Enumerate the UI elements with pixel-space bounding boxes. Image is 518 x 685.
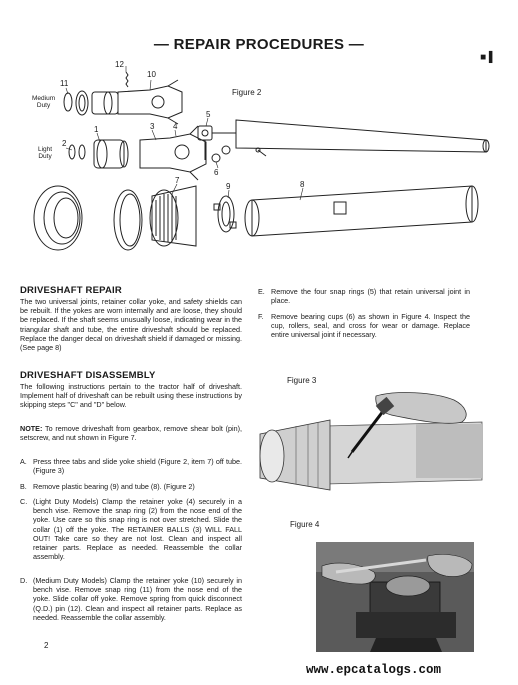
- step-b-letter: B.: [20, 482, 27, 491]
- step-f-letter: F.: [258, 312, 264, 321]
- step-a-text: Press three tabs and slide yoke shield (Figure 2, item 7) off tube. (Figure 3): [33, 457, 242, 476]
- part-label-1: 1: [94, 125, 99, 134]
- part-label-6: 6: [214, 168, 219, 177]
- step-e-text: Remove the four snap rings (5) that retain universal joint in place.: [271, 287, 470, 306]
- part-label-7: 7: [175, 176, 180, 185]
- driveshaft-repair-body: The two universal joints, retainer collar yoke, and safety shields can be rebuilt. If the yokes are worn internally and are loose, they should be replaced. If the shaft seems unusually loose, indicating wear in the triangular shaft and tube, the entire driveshaft should be replaced. Replace the danger decal on driveshaft shield if damaged or missing. (See page 8): [20, 297, 242, 353]
- part-label-8: 8: [300, 180, 305, 189]
- step-d: [20, 576, 242, 636]
- step-b-text: Remove plastic bearing (9) and tube (8). (Figure 2): [33, 482, 195, 491]
- part-label-10: 10: [147, 70, 156, 79]
- part-label-12: 12: [115, 60, 124, 69]
- step-c: [20, 497, 242, 571]
- note-label: NOTE:: [20, 424, 43, 433]
- corner-mark: ■ ▌: [480, 52, 496, 63]
- driveshaft-disassembly-intro: The following instructions pertain to the tractor half of driveshaft. Implement half of driveshaft can be rebuilt using these instructions by skipping steps "C" and "D" below.: [20, 382, 242, 410]
- step-c-text: (Light Duty Models) Clamp the retainer yoke (4) securely in a bench vise. Remove the snap ring (2) from the nose end of the yoke. Use care so this snap ring is not over stretched. Slide the collar (1) off the yoke. The RETAINER BALLS (3) WILL FALL OUT! Take care so they are not lost. Clean and inspect all retainer parts. Replace as needed. Reassemble the collar assembly.: [33, 497, 242, 562]
- medium-duty-label: Medium Duty: [32, 95, 56, 109]
- step-a-letter: A.: [20, 457, 27, 466]
- figure3-photo: [256, 386, 486, 501]
- page-title: — REPAIR PROCEDURES —: [153, 36, 365, 53]
- figure2-exploded-drawing: [0, 0, 518, 270]
- step-e: [258, 287, 470, 307]
- page-number: 2: [44, 641, 49, 650]
- note-text: To remove driveshaft from gearbox, remove shear bolt (pin), setscrew, and nut shown in Figure 7.: [20, 424, 242, 443]
- step-d-letter: D.: [20, 576, 28, 585]
- figure3-caption: Figure 3: [287, 376, 317, 385]
- part-label-11: 11: [60, 79, 69, 88]
- step-b: [20, 482, 242, 494]
- part-label-3: 3: [150, 122, 155, 131]
- part-label-9: 9: [226, 182, 231, 191]
- step-e-letter: E.: [258, 287, 265, 296]
- part-label-2: 2: [62, 139, 67, 148]
- step-f: [258, 312, 470, 342]
- step-c-letter: C.: [20, 497, 28, 506]
- watermark: www.epcatalogs.com: [306, 663, 442, 677]
- step-a: [20, 457, 242, 477]
- figure4-caption: Figure 4: [290, 520, 320, 529]
- step-d-text: (Medium Duty Models) Clamp the retainer yoke (10) securely in bench vise. Remove snap ring (11) from the nose end of the yoke. Slide collar off yoke. Remove spring from quick disconnect (Q.D.) pin (12). Clean and inspect all retainer parts. Replace as needed. Reassemble the collar assembly.: [33, 576, 242, 622]
- driveshaft-note: [20, 424, 242, 442]
- light-duty-label: Light Duty: [38, 146, 53, 160]
- figure4-photo: [316, 542, 474, 652]
- driveshaft-repair-heading: DRIVESHAFT REPAIR: [20, 285, 122, 296]
- figure2-caption: Figure 2: [232, 88, 262, 97]
- part-label-4: 4: [173, 122, 178, 131]
- driveshaft-disassembly-heading: DRIVESHAFT DISASSEMBLY: [20, 370, 156, 381]
- part-label-5: 5: [206, 110, 211, 119]
- step-f-text: Remove bearing cups (6) as shown in Figure 4. Inspect the cup, rollers, seal, and cross for wear or damage. Replace entire universal joint if necessary.: [271, 312, 470, 340]
